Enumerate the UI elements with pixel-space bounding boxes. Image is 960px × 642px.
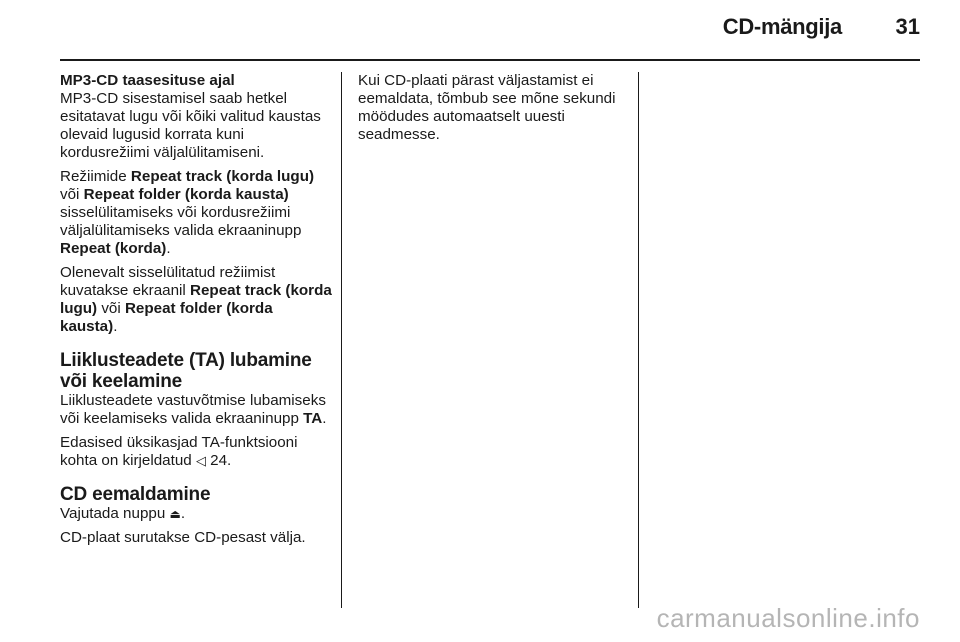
paragraph-ta: [60, 392, 332, 428]
text: .: [322, 410, 327, 427]
repeat-folder-label: Repeat folder (korda kausta): [60, 300, 273, 335]
text: Edasised üksikasjad TA-funktsiooni kohta on kirjeldatud: [60, 434, 298, 469]
page-reference: 24.: [205, 452, 232, 469]
page-reference-arrow-icon: ◁: [195, 453, 206, 468]
middle-column: [358, 72, 626, 150]
text: .: [180, 505, 186, 522]
repeat-track-label: Repeat track (korda lugu): [60, 282, 332, 317]
text: või: [97, 300, 125, 317]
eject-icon: ⏏: [169, 507, 181, 521]
paragraph-ta-reference: [60, 434, 332, 470]
text: Režiimide: [60, 168, 131, 185]
text: või: [60, 186, 84, 203]
text: sisselülitamiseks või kordusrežiimi väljalülitamiseks valida ekraaninupp: [60, 204, 302, 239]
text: .: [166, 240, 171, 257]
subheading-mp3: MP3-CD taasesituse ajal: [60, 72, 235, 89]
repeat-folder-label: Repeat folder (korda kausta): [83, 186, 289, 203]
paragraph-display-mode: [60, 264, 332, 336]
column-divider: [638, 72, 639, 608]
left-column: [60, 72, 332, 553]
text: Vajutada nuppu: [60, 505, 170, 522]
text: Olenevalt sisselülitatud režiimist kuvatakse ekraanil: [60, 264, 276, 299]
repeat-track-label: Repeat track (korda lugu): [130, 168, 315, 185]
heading-traffic-announcements: Liiklusteadete (TA) lubamine või keelamine: [60, 350, 312, 392]
paragraph-press-eject: [60, 505, 332, 523]
text: .: [113, 318, 118, 335]
ta-button-label: TA: [303, 410, 323, 427]
header-rule: [60, 59, 920, 61]
watermark: carmanualsonline.info: [656, 603, 920, 633]
heading-cd-removal: CD eemaldamine: [60, 484, 211, 505]
paragraph-auto-reload: Kui CD-plaati pärast väljastamist ei eemaldata, tõmbub see mõne sekundi möödudes automaatselt uuesti seadmesse.: [358, 72, 616, 143]
header-title: CD-mängija: [722, 14, 842, 39]
paragraph-cd-ejected: CD-plaat surutakse CD-pesast välja.: [60, 529, 306, 546]
repeat-button-label: Repeat (korda): [60, 240, 167, 257]
paragraph-repeat-modes: [60, 168, 332, 258]
page-number: 31: [895, 14, 920, 39]
text: Liiklusteadete vastuvõtmise lubamiseks või keelamiseks valida ekraaninupp: [60, 392, 326, 427]
column-divider: [341, 72, 342, 608]
paragraph-mp3-repeat: MP3-CD sisestamisel saab hetkel esitatavat lugu või kõiki valitud kaustas olevaid lugusid korrata kuni kordusrežiimi väljalülitamiseni.: [60, 90, 321, 161]
